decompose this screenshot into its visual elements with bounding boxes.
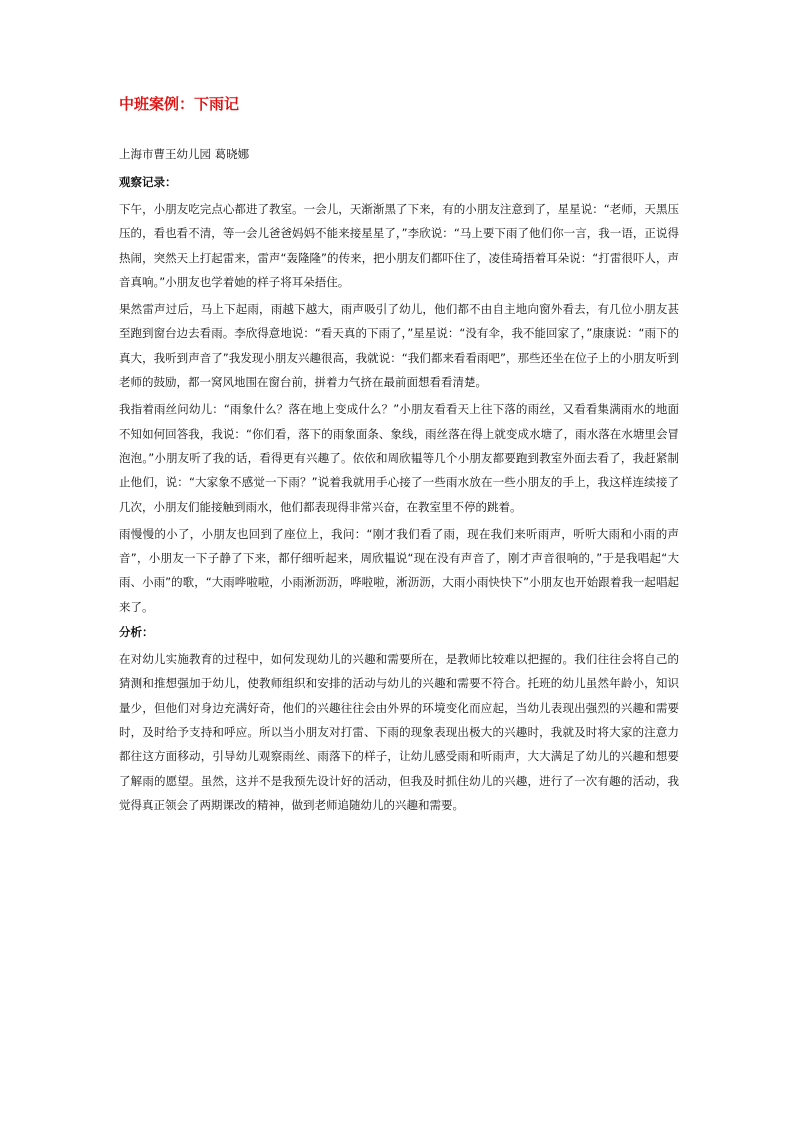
- observation-paragraph-3: 我指着雨丝问幼儿：“雨象什么？落在地上变成什么？”小朋友看看天上往下落的雨丝，又看看集满雨水的地面不知如何回答我，我说：“你们看，落下的雨象面条、象线，雨丝落在得上就变成水塘了，雨水落在水塘里会冒泡泡。”小朋友听了我的话，看得更有兴趣了。依依和周欣韫等几个小朋友都要跑到教室外面去看了，我赶紧制止他们，说：“大家象不感觉一下雨？”说着我就用手心接了一些雨水放在一些小朋友的手上，我这样连续接了几次，小朋友们能接触到雨水，他们都表现得非常兴奋，在教室里不停的跳着。: [119, 402, 679, 514]
- observation-paragraph-2: 果然雷声过后，马上下起雨，雨越下越大，雨声吸引了幼儿，他们都不由自主地向窗外看去，有几位小朋友甚至跑到窗台边去看雨。李欣得意地说：“看天真的下雨了，”星星说：“没有伞，我不能回家了，”康康说：“雨下的真大，我听到声音了”我发现小朋友兴趣很高，我就说：“我们都来看看雨吧”，那些还坐在位子上的小朋友听到老师的鼓励，都一窝风地围在窗台前，拼着力气挤在最前面想看看清楚。: [119, 302, 679, 390]
- observation-heading: 观察记录：: [119, 175, 177, 189]
- observation-paragraph-4: 雨慢慢的小了，小朋友也回到了座位上，我问：“刚才我们看了雨，现在我们来听雨声，听听大雨和小雨的声音”，小朋友一下子静了下来，都仔细听起来，周欣韫说“现在没有声音了，刚才声音很响的，”于是我唱起“大雨、小雨”的歌，“大雨哗啦啦，小雨淅沥沥，哗啦啦，淅沥沥，大雨小雨快快下”小朋友也开始跟着我一起唱起来了。: [119, 526, 679, 614]
- author-line: 上海市曹王幼儿园 葛晓娜: [119, 147, 250, 161]
- document-body: [119, 94, 679, 820]
- analysis-heading: 分析：: [119, 625, 154, 640]
- observation-paragraph-1: 下午，小朋友吃完点心都进了教室。一会儿，天渐渐黑了下来，有的小朋友注意到了，星星说：“老师，天黑压压的，看也看不清，等一会儿爸爸妈妈不能来接星星了，”李欣说：“马上要下雨了他们你一言，我一语，正说得热闹，突然天上打起雷来，雷声“轰隆隆”的传来，把小朋友们都吓住了，凌佳琦捂着耳朵说：“打雷很吓人，声音真响。”小朋友也学着她的样子将耳朵捂住。: [119, 202, 679, 289]
- analysis-paragraph-1: 在对幼儿实施教育的过程中，如何发现幼儿的兴趣和需要所在，是教师比较难以把握的。我们往往会将自己的猜测和推想强加于幼儿，使教师组织和安排的活动与幼儿的兴趣和需要不符合。托班的幼儿虽然年龄小，知识量少，但他们对身边充满好奇，他们的兴趣往往会由外界的环境变化而应起，当幼儿表现出强烈的兴趣和需要时，及时给予支持和呼应。所以当小朋友对打雷、下雨的现象表现出极大的兴趣时，我就及时将大家的注意力都往这方面移动，引导幼儿观察雨丝、雨落下的样子，让幼儿感受雨和听雨声，大大满足了幼儿的兴趣和想要了解雨的愿望。虽然，这并不是我预先设计好的活动，但我及时抓住幼儿的兴趣，进行了一次有趣的活动，我觉得真正领会了两期课改的精神，做到老师追随幼儿的兴趣和需要。: [119, 652, 679, 812]
- document-title: 中班案例：下雨记: [119, 95, 240, 113]
